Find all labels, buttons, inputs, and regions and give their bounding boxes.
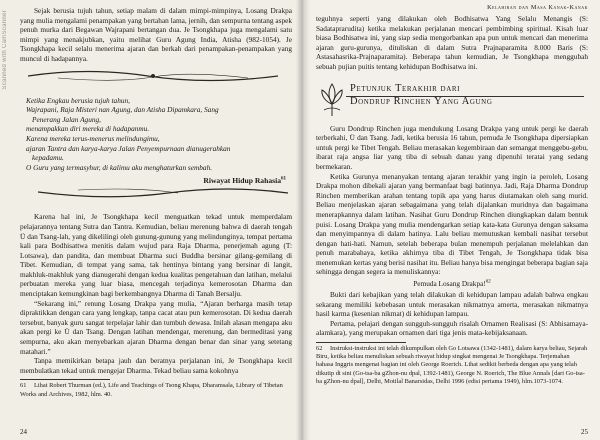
quoted-address — [316, 279, 588, 288]
section-title-line-1: Petunjuk Terakhir dari — [350, 82, 461, 94]
verse-line: Wajrapani, Raja Misteri nan Agung, dan Atisha Dipamkara, Sang — [26, 105, 219, 115]
verse-line: menampakkan diri mereka di hadapanmu. — [26, 124, 150, 134]
right-paragraph-1: teguhnya seperti yang dilakukan oleh Bodhisatwa Yang Selalu Menangis (S: Sadataprarudita) ketika melakukan perjalanan mencari pembimbing spiritual. Kisah luar biasa Bodhisatwa ini, yang siap sedia mengorbankan apa pun untuk mencari dan menerima ajaran guru-gurunya, dituliskan di dalam Sutra Prajnaparamita 8.000 Baris (S: Astasahasrika-Prajnaparamita). Beberapa tahun kemudian, Je Tsongkhapa menggubah sebuah pujian puitis tentang kehidupan Bodhisatwa ini. — [316, 14, 588, 71]
running-head: Kelahiran dan Masa Kanak-Kanak — [487, 4, 588, 11]
footnote-marker: 61 — [281, 176, 286, 182]
footnote-rule — [20, 379, 110, 380]
verse-line: kepadamu. — [32, 153, 64, 163]
left-paragraph-2: Karena hal ini, Je Tsongkhapa kecil menguatkan tekad untuk memperdalam pelajarannya tentang Sutra dan Tantra. Kemudian, beliau merenung bahwa di daerah tengah Ü dan Tsang-lah, yang dikelilingi oleh gunung-gunung yang melindunginya, tempat pertama kali para Bodhisattwa menitis dalam wujud para Raja Dharma, penerjemah agung (T: Lotsawa), dan pandita, dan membuat Dharma suci Buddha bersinar gilang-gemilang di Tibet. Kemudian, di tempat yang sama, tak hentinya bintang yang bersinar di langit, makhluk-makhluk yang dianugerahi dengan kedua kualitas pengetahuan dan latihan, melalui perbuatan mereka yang luar biasa, mencegah terjadinya kemerosotan Dharma dan menciptakan kemungkinan bagi berkembangnya Dharma di Tanah Bersalju. — [20, 212, 292, 299]
footnote-rule — [316, 342, 406, 343]
verse-line: O Guru yang termasyhur, di kalimu aku menghaturkan sembah. — [26, 162, 213, 172]
verse-line: Ketika Engkau berusia tujuh tahun, — [26, 95, 130, 105]
footnote-text: Lihat Robert Thurman (ed.), Life and Teachings of Tsong Khapa, Dharamsala, Library of Tibetan Works and Archives, 1982, hlm. 40. — [20, 382, 283, 398]
right-page — [302, 0, 600, 440]
footnote-number: 62 — [316, 345, 323, 353]
lotus-ornament-icon — [318, 80, 346, 118]
attribution-text: Riwayat Hidup Rahasia — [203, 176, 281, 186]
right-page-number: 25 — [581, 428, 588, 436]
verse-line: Karena mereka terus-menerus melindungimu, — [26, 133, 160, 143]
verse-line: ajaran Tantra dan karya-karya Jalan Penyempurnaan dianugerahkan — [26, 143, 231, 153]
left-paragraph-3: “Sekarang ini,” renung Losang Drakpa yang mulia, “Ajaran berharga masih tetap dipraktikkan dengan cara yang lengkap, tanpa cacat atau pun kemerosotan. Di kedua daerah tersebut, banyak guru sangat terpelajar lahir dan tumbuh dewasa. Inilah alasan mengapa aku akan pergi ke Ü dan Tsang. Dengan latihan mendengar, merenung, dan bermeditasi yang sempurna, aku akan menyebarkan ajaran Dharma dengan benar dan sinar yang setetang matahari.” — [20, 298, 292, 356]
left-footnote — [20, 382, 292, 398]
right-paragraph-4: Bukti dari kebajikan yang telah dilakukan di kehidupan lampau adalah bahwa engkau sekarang memiliki kebebasan untuk merasakan nikmatnya amerta, merasakan nikmatnya hasil karma (kesenian nikmat) di kehidupan lampau. — [316, 290, 588, 319]
ornament-divider-top-icon — [28, 69, 278, 83]
right-paragraph-5: Pertama, pelajari dengan sungguh-sungguh risalah Ornamen Realisasi (S: Abhisamaya-alamkara), yang merupakan ornamen dari tiga jenis mata-kebijaksanaan. — [316, 318, 588, 338]
praise-verse — [26, 96, 292, 173]
section-title-line-2: Dondrup Rinchen Yang Agung — [350, 95, 493, 107]
quoted-address-text: Pemuda Losang Drakpa! — [413, 279, 486, 289]
right-paragraph-2: Guru Dondrup Rinchen juga mendukung Losang Drakpa yang untuk pergi ke daerah terberkahi, Ü dan Tsang. Jadi, ketika berusia 16 tahun, pemuda Je Tsongkhapa dipersiapkan untuk pergi ke Tibet Tengah. Beliau merasakan kegembiraan dan semangat menggebu-gebu, ibarat raja angsa liar yang tiba di sebuah danau yang dipenuhi teratai yang sedang bermekaran. — [316, 123, 588, 171]
footnote-number: 61 — [20, 382, 27, 390]
section-heading — [316, 78, 588, 118]
right-paragraph-3: Ketika Gurunya menanyakan tentang ajaran terakhir yang ingin ia peroleh, Losang Drakpa mohon dibekali ajaran yang bermanfaat bagi batinnya. Jadi, Raja Dharma Dondrup Rinchen memberikan arahan tentang topik apa yang harus diutamakan oleh sang murid. Beliau menjelaskan ajaran sebagaimana yang telah dijalankan muridnya dan bagaimana menerapkannya dalam latihan. Nasihat Guru Dondrup Rinchen diungkapkan dalam bentuk puisi. Losang Drakpa yang mulia mendengarkan setiap kata-kata Gurunya dengan saksama dan menyimpannya di dalam hatinya. Lalu beliau memutuskan kembali nasihat tersebut dengan hati-hati. Namun, setelah beberapa bulan menempuh perjalanan melelahkan dan penuh marabahaya, ketika akhirnya tiba di Tibet Tengah, Je Tsongkhapa tidak bisa menemukan kertas yang berisi nasihat itu. Beliau hanya bisa mengingat beberapa bagian saja sehingga dengan segera ia menuliskannya: — [316, 171, 588, 277]
left-paragraph-4: Tanpa memikirkan betapa jauh dan beratnya perjalanan ini, Je Tsongkhapa kecil membulatkan tekad untuk mengejar Dharma. Tekad beliau sama kokohnya — [20, 356, 292, 375]
left-page-number: 24 — [20, 428, 27, 436]
verse-attribution — [20, 176, 292, 185]
footnote-text: Instruksi-instruksi ini telah dikumpulkan oleh Go Lotsawa (1342-1481), dalam karya beliau, Sejarah Biru, ketika beliau menuliskan sebuah riwayat hidup singkat mengenai Je Tsongkhapa. Terjemahan bahasa Inggris mengenai bagian ini oleh George Roerich. Lihat sedikit berbeda dengan apa yang telah dikutip di sini (Go-tsa-ba gZhon-nu dpal, 1392-1481), George N. Roerich, The Blue Annals [dari Go-tsa-ba gZhon-nu dpal], Delhi, Motilal Banarsidas, Delhi 1996 (edisi pertama 1949), hlm.1073-1074. — [316, 345, 588, 385]
left-intro-paragraph: Sejak berusia tujuh tahun, setiap malam di dalam mimpi-mimpinya, Losang Drakpa yang mulia mengalami penampakan yang bertahan lama, jernih, dan sempurna tentang aspek penuh murka dari Begawan Wajrapani bertangan dua. Je Tsongkhapa juga mengalami satu mimpi yang menakjubkan, yaitu melihat Guru Agung India, Atisha (982-1054). Je Tsongkhapa kecil selalu menerima ajaran dan berkah dari penampakan-penampakan yang muncul di hadapannya. — [20, 6, 292, 63]
verse-line: Penerang Jalan Agung, — [32, 114, 101, 124]
ornament-divider-bottom-icon — [38, 187, 288, 201]
section-title — [350, 82, 493, 108]
scanner-watermark: Scanned with CamScanner — [2, 10, 8, 90]
footnote-marker: 62 — [485, 279, 491, 285]
right-footnote — [316, 345, 588, 386]
